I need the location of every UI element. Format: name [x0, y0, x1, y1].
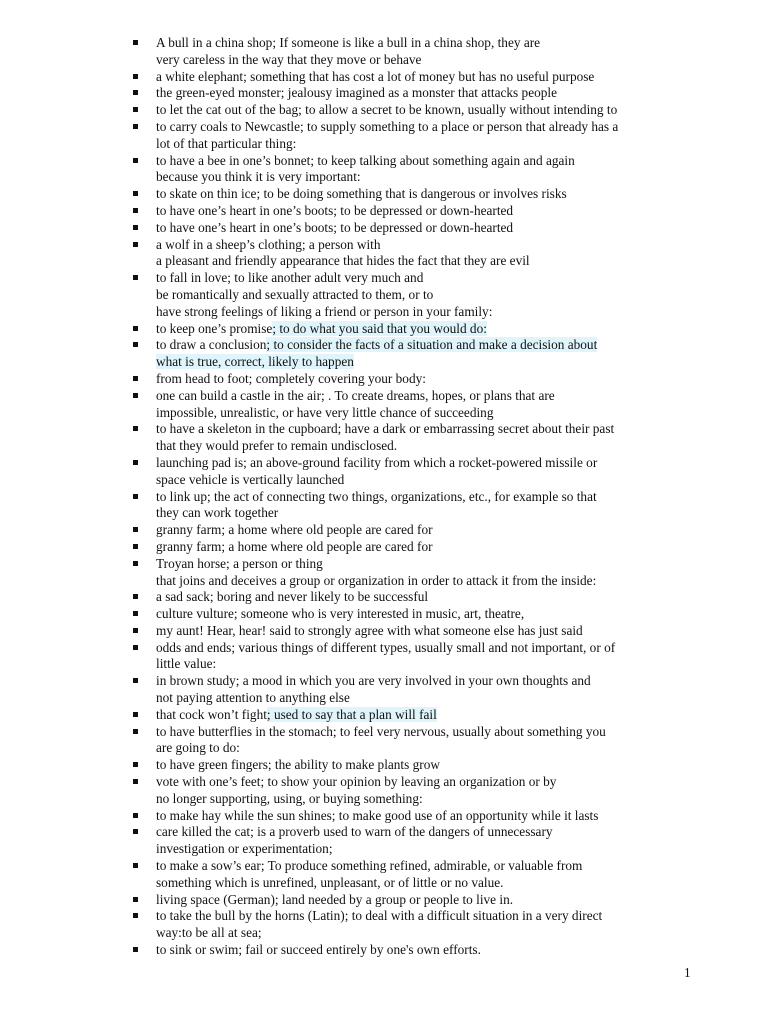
bullet-icon	[133, 645, 138, 650]
list-item	[128, 673, 728, 707]
list-item-line	[156, 841, 728, 858]
list-item-line	[156, 573, 728, 590]
bullet-icon	[133, 342, 138, 347]
list-item-text: a pleasant and friendly appearance that hides the fact that they are evil	[156, 253, 530, 269]
bullet-icon	[133, 376, 138, 381]
bullet-icon	[133, 393, 138, 398]
list-item-line	[156, 388, 728, 405]
list-item	[128, 556, 728, 590]
list-item-text: be romantically and sexually attracted to them, or to	[156, 286, 434, 302]
list-item-text: not paying attention to anything else	[156, 690, 350, 706]
list-item-text: very careless in the way that they move or behave	[156, 51, 422, 67]
list-item	[128, 908, 728, 942]
bullet-icon	[133, 897, 138, 902]
list-item-text: impossible, unrealistic, or have very little chance of succeeding	[156, 404, 494, 420]
highlighted-text: what is true, correct, likely to happen	[156, 354, 354, 370]
list-item-line	[156, 321, 728, 338]
bullet-icon	[133, 829, 138, 834]
bullet-icon	[133, 779, 138, 784]
list-item	[128, 774, 728, 808]
list-item-text: my aunt! Hear, hear! said to strongly agree with what someone else has just said	[156, 622, 583, 638]
bullet-icon	[133, 158, 138, 163]
list-item-line	[156, 136, 728, 153]
list-item-line	[156, 858, 728, 875]
list-item-line	[156, 690, 728, 707]
list-item-text: to keep one’s promise	[156, 320, 273, 336]
bullet-icon	[133, 275, 138, 280]
list-item-text: to have a bee in one’s bonnet; to keep talking about something again and again	[156, 152, 575, 168]
page-number: 1	[684, 965, 691, 980]
list-item-text: to take the bull by the horns (Latin); to deal with a difficult situation in a very direct	[156, 908, 603, 924]
list-item-text: way:to be all at sea;	[156, 925, 262, 941]
bullet-icon	[133, 426, 138, 431]
list-item-line	[156, 169, 728, 186]
list-item	[128, 337, 728, 371]
list-item	[128, 203, 728, 220]
list-item	[128, 640, 728, 674]
bullet-icon	[133, 326, 138, 331]
list-item	[128, 489, 728, 523]
list-item	[128, 186, 728, 203]
bullet-icon	[133, 208, 138, 213]
list-item-text: living space (German); land needed by a group or people to live in.	[156, 891, 514, 907]
list-item-text: a white elephant; something that has cost a lot of money but has no useful purpose	[156, 68, 595, 84]
list-item-text: they can work together	[156, 505, 279, 521]
list-item-line	[156, 875, 728, 892]
list-item-line	[156, 354, 728, 371]
list-item	[128, 942, 728, 959]
list-item	[128, 808, 728, 825]
list-item	[128, 892, 728, 909]
list-item-text: that cock won’t fight	[156, 706, 267, 722]
list-item-line	[156, 623, 728, 640]
list-item-text: launching pad is; an above-ground facility from which a rocket-powered missile or	[156, 454, 598, 470]
bullet-icon	[133, 913, 138, 918]
list-item-line	[156, 673, 728, 690]
list-item-line	[156, 304, 728, 321]
list-item-line	[156, 237, 728, 254]
list-item-text: are going to do:	[156, 740, 240, 756]
list-item	[128, 824, 728, 858]
list-item-line	[156, 892, 728, 909]
list-item-text: to skate on thin ice; to be doing something that is dangerous or involves risks	[156, 186, 567, 202]
highlighted-text: ; to consider the facts of a situation and make a decision about	[266, 337, 598, 353]
list-item	[128, 153, 728, 187]
list-item-text: to carry coals to Newcastle; to supply something to a place or person that already has a	[156, 118, 619, 134]
list-item-text: to sink or swim; fail or succeed entirely by one's own efforts.	[156, 942, 481, 958]
bullet-icon	[133, 947, 138, 952]
list-item-text: have strong feelings of liking a friend or person in your family:	[156, 303, 493, 319]
list-item-text: the green-eyed monster; jealousy imagined as a monster that attacks people	[156, 85, 557, 101]
bullet-icon	[133, 40, 138, 45]
bullet-icon	[133, 712, 138, 717]
list-item-text: something which is unrefined, unpleasant, or of little or no value.	[156, 874, 504, 890]
list-item-line	[156, 925, 728, 942]
list-item	[128, 270, 728, 320]
list-item-line	[156, 522, 728, 539]
bullet-icon	[133, 678, 138, 683]
list-item-text: vote with one’s feet; to show your opinion by leaving an organization or by	[156, 774, 557, 790]
list-item-line	[156, 707, 728, 724]
bullet-icon	[133, 242, 138, 247]
list-item	[128, 589, 728, 606]
bullet-icon	[133, 90, 138, 95]
list-item-line	[156, 102, 728, 119]
list-item-text: one can build a castle in the air; . To create dreams, hopes, or plans that are	[156, 387, 555, 403]
list-item	[128, 623, 728, 640]
list-item	[128, 724, 728, 758]
list-item-line	[156, 472, 728, 489]
list-item-line	[156, 220, 728, 237]
bullet-icon	[133, 494, 138, 499]
list-item-line	[156, 371, 728, 388]
bullet-icon	[133, 628, 138, 633]
list-item-line	[156, 489, 728, 506]
bullet-icon	[133, 762, 138, 767]
list-item-line	[156, 791, 728, 808]
list-item-text: that joins and deceives a group or organization in order to attack it from the inside:	[156, 572, 597, 588]
bullet-icon	[133, 74, 138, 79]
list-item-text: to have one’s heart in one’s boots; to be depressed or down-hearted	[156, 202, 514, 218]
bullet-icon	[133, 124, 138, 129]
list-item-text: to have a skeleton in the cupboard; have a dark or embarrassing secret about their past	[156, 421, 615, 437]
list-item-text: because you think it is very important:	[156, 169, 361, 185]
bullet-icon	[133, 191, 138, 196]
list-item-text: granny farm; a home where old people are cared for	[156, 522, 433, 538]
list-item-line	[156, 942, 728, 959]
list-item	[128, 388, 728, 422]
list-item-text: lot of that particular thing:	[156, 135, 297, 151]
bullet-icon	[133, 107, 138, 112]
bullet-icon	[133, 611, 138, 616]
highlighted-text: ; used to say that a plan will fail	[266, 706, 437, 722]
list-item-line	[156, 35, 728, 52]
list-item-text: to let the cat out of the bag; to allow a secret to be known, usually without intending to	[156, 102, 618, 118]
list-item-text: that they would prefer to remain undisclosed.	[156, 438, 398, 454]
list-item	[128, 606, 728, 623]
list-item-text: little value:	[156, 656, 217, 672]
list-item-line	[156, 186, 728, 203]
list-item-line	[156, 505, 728, 522]
list-item-line	[156, 589, 728, 606]
list-item-line	[156, 808, 728, 825]
bullet-icon	[133, 813, 138, 818]
list-item	[128, 757, 728, 774]
list-item-line	[156, 270, 728, 287]
list-item-line	[156, 85, 728, 102]
list-item-line	[156, 153, 728, 170]
list-item-line	[156, 606, 728, 623]
highlighted-text: ; to do what you said that you would do:	[272, 320, 487, 336]
list-item	[128, 371, 728, 388]
list-item-line	[156, 740, 728, 757]
list-item-text: in brown study; a mood in which you are very involved in your own thoughts and	[156, 673, 591, 689]
list-item	[128, 707, 728, 724]
list-item-text: a wolf in a sheep’s clothing; a person with	[156, 236, 381, 252]
list-item-line	[156, 52, 728, 69]
list-item-text: culture vulture; someone who is very interested in music, art, theatre,	[156, 606, 525, 622]
bullet-icon	[133, 527, 138, 532]
list-item-line	[156, 757, 728, 774]
list-item	[128, 321, 728, 338]
list-item-line	[156, 421, 728, 438]
list-item-line	[156, 203, 728, 220]
list-item-text: from head to foot; completely covering your body:	[156, 370, 426, 386]
list-item-text: granny farm; a home where old people are cared for	[156, 538, 433, 554]
bullet-icon	[133, 729, 138, 734]
bullet-icon	[133, 863, 138, 868]
list-item	[128, 119, 728, 153]
list-item	[128, 35, 728, 69]
list-item-line	[156, 438, 728, 455]
list-item-text: to fall in love; to like another adult very much and	[156, 270, 424, 286]
list-item-line	[156, 119, 728, 136]
list-item-text: A bull in a china shop; If someone is like a bull in a china shop, they are	[156, 35, 541, 50]
list-item	[128, 539, 728, 556]
list-item-line	[156, 287, 728, 304]
list-item-text: to have green fingers; the ability to make plants grow	[156, 757, 440, 773]
list-item-text: a sad sack; boring and never likely to be successful	[156, 589, 429, 605]
list-item-line	[156, 539, 728, 556]
list-item-text: investigation or experimentation;	[156, 841, 333, 857]
list-item	[128, 102, 728, 119]
list-item-line	[156, 455, 728, 472]
list-item-text: to have one’s heart in one’s boots; to be depressed or down-hearted	[156, 219, 514, 235]
list-item-line	[156, 908, 728, 925]
list-item	[128, 421, 728, 455]
list-item-line	[156, 774, 728, 791]
list-item	[128, 69, 728, 86]
list-item-line	[156, 824, 728, 841]
list-item-text: to have butterflies in the stomach; to feel very nervous, usually about something you	[156, 723, 606, 739]
list-item-text: Troyan horse; a person or thing	[156, 555, 323, 571]
list-item-line	[156, 556, 728, 573]
bullet-icon	[133, 225, 138, 230]
list-item-text: no longer supporting, using, or buying something:	[156, 790, 423, 806]
list-item-line	[156, 69, 728, 86]
bullet-icon	[133, 460, 138, 465]
list-item-line	[156, 405, 728, 422]
list-item-text: to make a sow’s ear; To produce something refined, admirable, or valuable from	[156, 858, 583, 874]
idiom-list	[128, 35, 728, 959]
list-item	[128, 522, 728, 539]
list-item-line	[156, 337, 728, 354]
list-item	[128, 85, 728, 102]
list-item-text: odds and ends; various things of different types, usually small and not important, or of	[156, 639, 616, 655]
list-item-line	[156, 640, 728, 657]
list-item-line	[156, 656, 728, 673]
list-item	[128, 237, 728, 271]
list-item-text: to make hay while the sun shines; to make good use of an opportunity while it lasts	[156, 807, 599, 823]
list-item	[128, 858, 728, 892]
list-item-text: to link up; the act of connecting two things, organizations, etc., for example so that	[156, 488, 597, 504]
list-item-text: care killed the cat; is a proverb used to warn of the dangers of unnecessary	[156, 824, 553, 840]
list-item-line	[156, 724, 728, 741]
list-item	[128, 220, 728, 237]
list-item-text: to draw a conclusion	[156, 337, 267, 353]
list-item-text: space vehicle is vertically launched	[156, 471, 345, 487]
bullet-icon	[133, 561, 138, 566]
bullet-icon	[133, 594, 138, 599]
bullet-icon	[133, 544, 138, 549]
list-item-line	[156, 253, 728, 270]
list-item	[128, 455, 728, 489]
